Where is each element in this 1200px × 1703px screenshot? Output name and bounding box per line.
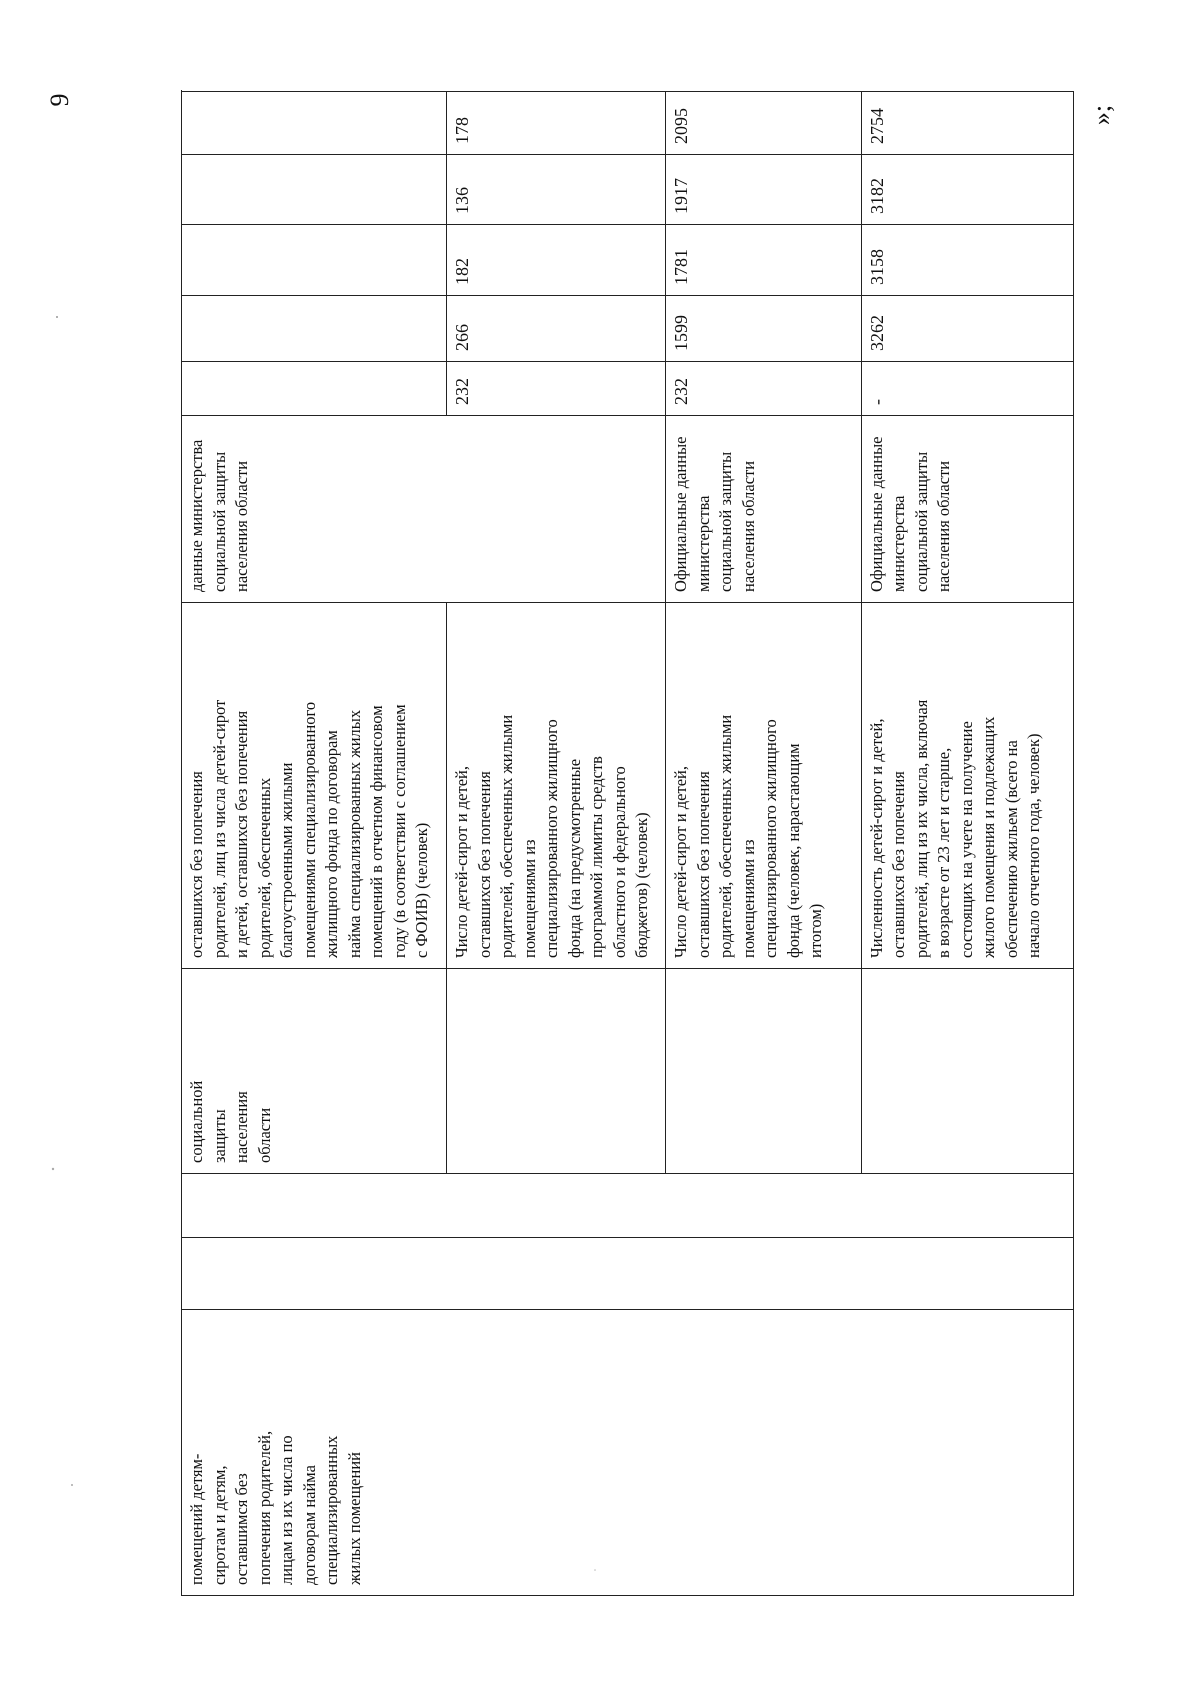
source-cell: Официальные данные министерства социальной защиты населения области [861,416,1073,603]
empty-cell [182,1174,1074,1238]
value-cell: 182 [447,225,666,296]
indicators-table [181,91,1074,1596]
value-cell [182,92,447,155]
rotated-table-wrapper [181,92,1074,1596]
value-cell: - [861,362,1073,416]
source-cell: данные министерства социальной защиты населения области [182,416,666,603]
value-cell [182,296,447,362]
value-cell: 1917 [666,155,862,225]
indicator-cell: Численность детей-сирот и детей, оставшихся без попечения родителей, лиц из их числа, включая в возрасте от 23 лет и старше, состоящих на учете на получение жилого помещения и подлежащих обеспечению жильем (всего на начало отчетного года, человек) [861,603,1073,969]
value-cell: 3182 [861,155,1073,225]
value-cell [182,225,447,296]
responsible-cell: социальной защиты населения области [182,969,447,1174]
value-cell: 232 [666,362,862,416]
responsible-cell [447,969,666,1174]
value-cell [182,362,447,416]
value-cell: 178 [447,92,666,155]
responsible-cell [861,969,1073,1174]
value-cell [182,155,447,225]
closing-quote-mark: »; [1087,104,1116,126]
indicator-cell: оставшихся без попечения родителей, лиц из числа детей-сирот и детей, оставшихся без попечения родителей, обеспеченных благоустроенными жилыми помещениями специализированного жилищного фонда по договорам найма специализированных жилых помещений в отчетном финансовом году (в соответствии с соглашением с ФОИВ) (человек) [182,603,447,969]
value-cell: 3158 [861,225,1073,296]
indicator-cell: Число детей-сирот и детей, оставшихся без попечения родителей, обеспеченных жилыми помещениями из специализированного жилищного фонда (на предусмотренные программой лимиты средств областного и федерального бюджетов) (человек) [447,603,666,969]
empty-cell [182,1238,1074,1310]
indicator-cell: Число детей-сирот и детей, оставшихся без попечения родителей, обеспеченных жилыми помещениями из специализированного жилищного фонда (человек, нарастающим итогом) [666,603,862,969]
value-cell: 2095 [666,92,862,155]
value-cell: 2754 [861,92,1073,155]
responsible-cell [666,969,862,1174]
value-cell: 3262 [861,296,1073,362]
value-cell: 136 [447,155,666,225]
value-cell: 232 [447,362,666,416]
value-cell: 1599 [666,296,862,362]
table-row [182,92,447,1596]
value-cell: 1781 [666,225,862,296]
page-number: 9 [45,93,74,107]
value-cell: 266 [447,296,666,362]
measure-name-cell: помещений детям- сиротам и детям, оставшимся без попечения родителей, лицам из их числа по договорам найма специализированных жилых помещений [182,1310,1074,1596]
source-cell: Официальные данные министерства социальной защиты населения области [666,416,862,603]
